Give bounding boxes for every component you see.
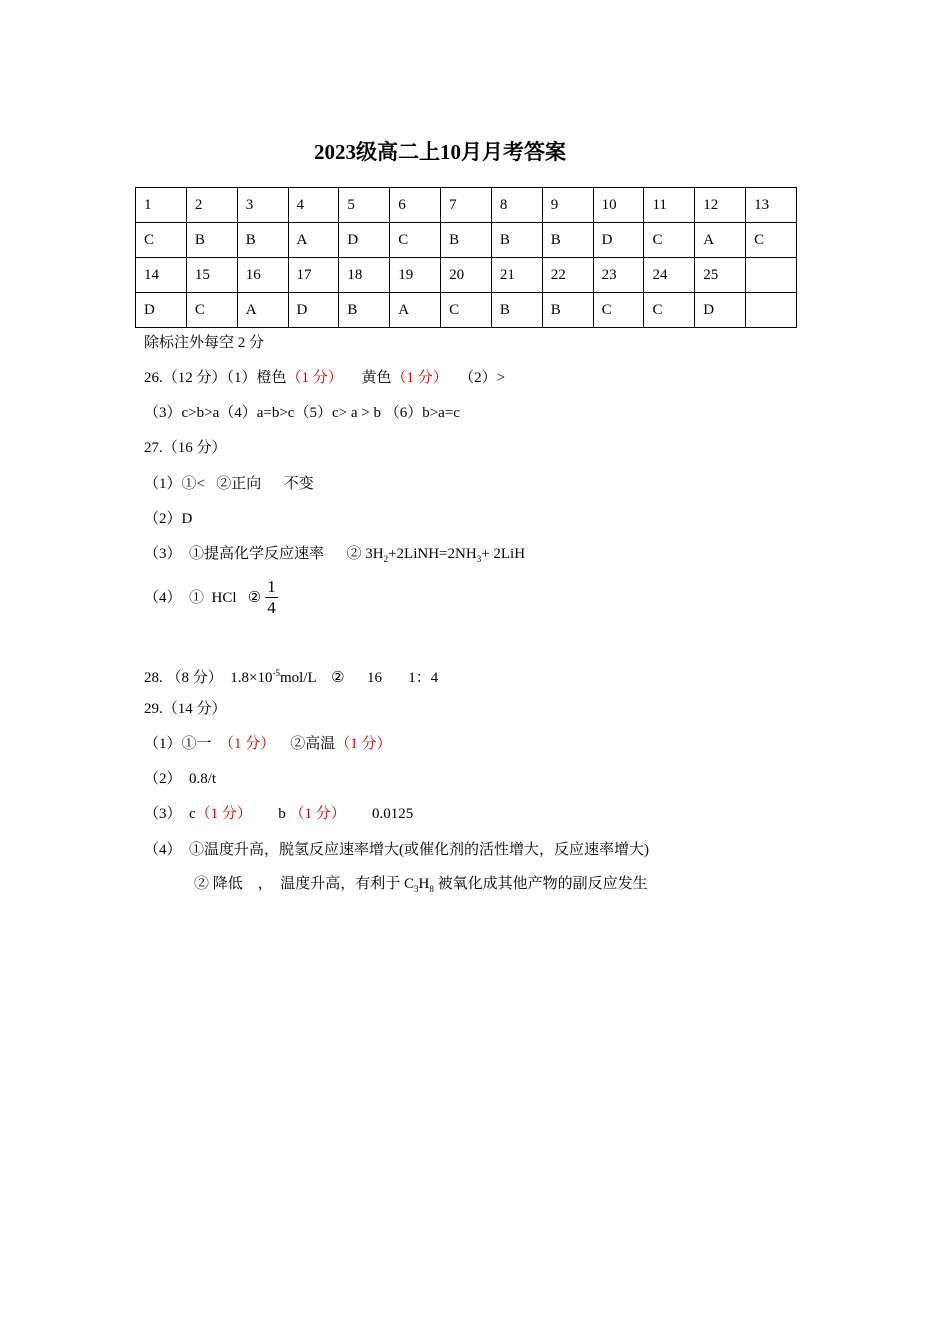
table-cell: C xyxy=(441,293,492,328)
table-cell: A xyxy=(695,223,746,258)
q26-head: 26.（12 分）（1）橙色 xyxy=(144,370,287,386)
q29-l5-sub2: 8 xyxy=(429,884,434,894)
table-row xyxy=(136,258,797,293)
table-cell: 4 xyxy=(288,188,339,223)
table-cell: 14 xyxy=(136,258,187,293)
table-cell: 19 xyxy=(390,258,441,293)
table-cell: B xyxy=(491,223,542,258)
table-cell: B xyxy=(339,293,390,328)
table-cell: 12 xyxy=(695,188,746,223)
q28-line xyxy=(144,664,438,687)
q29-line1 xyxy=(144,735,392,753)
table-cell: 23 xyxy=(593,258,644,293)
table-cell: 18 xyxy=(339,258,390,293)
q29-line5 xyxy=(194,875,648,898)
table-cell: B xyxy=(542,293,593,328)
q27-l3-c: + 2LiH xyxy=(481,546,526,562)
q29-l5-c: 被氧化成其他产物的副反应发生 xyxy=(433,876,648,892)
table-cell: 3 xyxy=(237,188,288,223)
table-cell: 22 xyxy=(542,258,593,293)
q26-points-2: （1 分） xyxy=(391,370,448,386)
table-cell: 15 xyxy=(186,258,237,293)
q29-points-3: （1 分） xyxy=(195,806,252,822)
q29-l5-a: ② 降低 ， 温度升高，有利于 C xyxy=(194,876,415,892)
fraction-denominator: 4 xyxy=(267,598,276,617)
q29-line3 xyxy=(144,805,413,823)
q29-points-1: （1 分） xyxy=(219,736,276,752)
page-title: 2023级高二上10月月考答案 xyxy=(314,140,566,164)
table-cell: 10 xyxy=(593,188,644,223)
table-cell: D xyxy=(593,223,644,258)
table-cell: 8 xyxy=(491,188,542,223)
table-cell: C xyxy=(644,293,695,328)
q28-a: 28. （8 分） 1.8×10 xyxy=(144,670,273,686)
table-cell: D xyxy=(136,293,187,328)
table-cell: A xyxy=(288,223,339,258)
table-cell xyxy=(746,293,797,328)
answer-table xyxy=(135,187,797,328)
table-cell: 9 xyxy=(542,188,593,223)
q29-head: 29.（14 分） xyxy=(144,701,227,717)
table-cell: 11 xyxy=(644,188,695,223)
table-cell: B xyxy=(542,223,593,258)
q27-l3-sub2: 3 xyxy=(476,554,482,564)
table-cell: 2 xyxy=(186,188,237,223)
q27-line4 xyxy=(144,577,278,618)
table-cell: B xyxy=(441,223,492,258)
q26-tail: （2）> xyxy=(447,370,506,386)
table-cell: 25 xyxy=(695,258,746,293)
table-row xyxy=(136,293,797,328)
table-cell: B xyxy=(491,293,542,328)
table-cell: C xyxy=(136,223,187,258)
table-cell: 5 xyxy=(339,188,390,223)
table-cell: C xyxy=(186,293,237,328)
q26-line1 xyxy=(144,369,505,387)
q26-points-1: （1 分） xyxy=(286,370,343,386)
table-cell: A xyxy=(390,293,441,328)
table-cell: 13 xyxy=(746,188,797,223)
table-cell: 24 xyxy=(644,258,695,293)
q28-sup: -5 xyxy=(272,668,280,678)
q28-b: mol/L ② 16 1：4 xyxy=(279,670,439,686)
q29-l3-a: （3） c xyxy=(144,806,196,822)
q29-l3-b: b xyxy=(251,806,290,822)
fraction-numerator: 1 xyxy=(267,577,276,596)
q26-line2: （3）c>b>a（4）a=b>c（5）c> a > b （6）b>a=c xyxy=(144,405,460,421)
q29-line4: （4） ①温度升高，脱氢反应速率增大(或催化剂的活性增大，反应速率增大) xyxy=(144,842,649,858)
q27-l3-sub1: 2 xyxy=(383,554,389,564)
q29-points-4: （1 分） xyxy=(289,806,346,822)
q29-line2: （2） 0.8/t xyxy=(144,771,217,787)
q29-l3-c: 0.0125 xyxy=(345,806,414,822)
table-cell: C xyxy=(390,223,441,258)
q27-line3 xyxy=(144,545,525,568)
table-cell: C xyxy=(644,223,695,258)
scoring-note: 除标注外每空 2 分 xyxy=(144,335,265,351)
q29-l1-b: ②高温 xyxy=(275,736,336,752)
table-cell: D xyxy=(695,293,746,328)
table-cell: 6 xyxy=(390,188,441,223)
q29-l1-a: （1）①一 xyxy=(144,736,220,752)
table-row xyxy=(136,223,797,258)
table-cell: 21 xyxy=(491,258,542,293)
table-cell: 17 xyxy=(288,258,339,293)
q27-l4-text: （4） ① HCl ② xyxy=(144,589,262,606)
table-cell: D xyxy=(288,293,339,328)
fraction-one-quarter xyxy=(265,577,278,618)
q29-points-2: （1 分） xyxy=(335,736,392,752)
table-cell: B xyxy=(186,223,237,258)
q27-head: 27.（16 分） xyxy=(144,440,227,456)
q27-line1: （1）①< ②正向 不变 xyxy=(144,476,314,492)
table-cell xyxy=(746,258,797,293)
table-cell: A xyxy=(237,293,288,328)
q26-mid: 黄色 xyxy=(342,370,392,386)
table-cell: B xyxy=(237,223,288,258)
table-cell: 7 xyxy=(441,188,492,223)
q27-l3-a: （3） ①提高化学反应速率 ② 3H xyxy=(144,546,384,562)
q27-line2: （2）D xyxy=(144,511,193,527)
q29-l5-sub1: 3 xyxy=(414,884,419,894)
table-cell: 20 xyxy=(441,258,492,293)
table-cell: D xyxy=(339,223,390,258)
table-row xyxy=(136,188,797,223)
table-cell: 16 xyxy=(237,258,288,293)
table-cell: C xyxy=(593,293,644,328)
table-cell: 1 xyxy=(136,188,187,223)
q29-l5-b: H xyxy=(418,876,430,892)
table-cell: C xyxy=(746,223,797,258)
q27-l3-b: +2LiNH=2NH xyxy=(388,546,477,562)
